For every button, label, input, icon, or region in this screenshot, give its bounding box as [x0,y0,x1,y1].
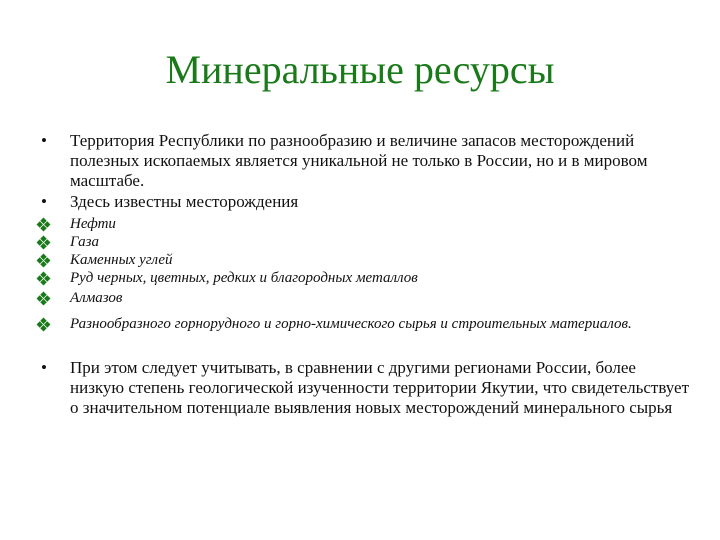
deposit-text: Каменных углей [70,252,173,268]
bullet-text: При этом следует учитывать, в сравнении с другими регионами России, более низкую степень геологической изученности территории Якутии, что свидетельствует о значительном потенциале выявления новых месторождений минерального сырья [70,358,690,417]
deposit-text: Алмазов [70,290,123,306]
four-diamond-bullet-icon [36,317,51,332]
four-diamond-bullet-icon [36,235,51,250]
deposit-text: Газа [70,234,100,250]
deposit-text: Разнообразного горнорудного и горно-химического сырья и строительных материалов. [70,316,632,332]
slide-title: Минеральные ресурсы [165,47,555,92]
bullet-dot-icon: • [41,358,47,377]
four-diamond-bullet-icon [36,271,51,286]
bullet-dot-icon: • [41,192,47,211]
deposit-text: Нефти [70,216,116,232]
bullet-text: Здесь известны месторождения [70,192,299,211]
four-diamond-bullet-icon [36,217,51,232]
bullet-text: Территория Республики по разнообразию и величине запасов месторождений полезных ископаемых является уникальной не только в России, но и в мировом масштабе. [70,131,648,190]
four-diamond-bullet-icon [36,253,51,268]
bullet-dot-icon: • [41,131,47,150]
four-diamond-bullet-icon [36,291,51,306]
deposit-text: Руд черных, цветных, редких и благородных металлов [70,270,418,286]
